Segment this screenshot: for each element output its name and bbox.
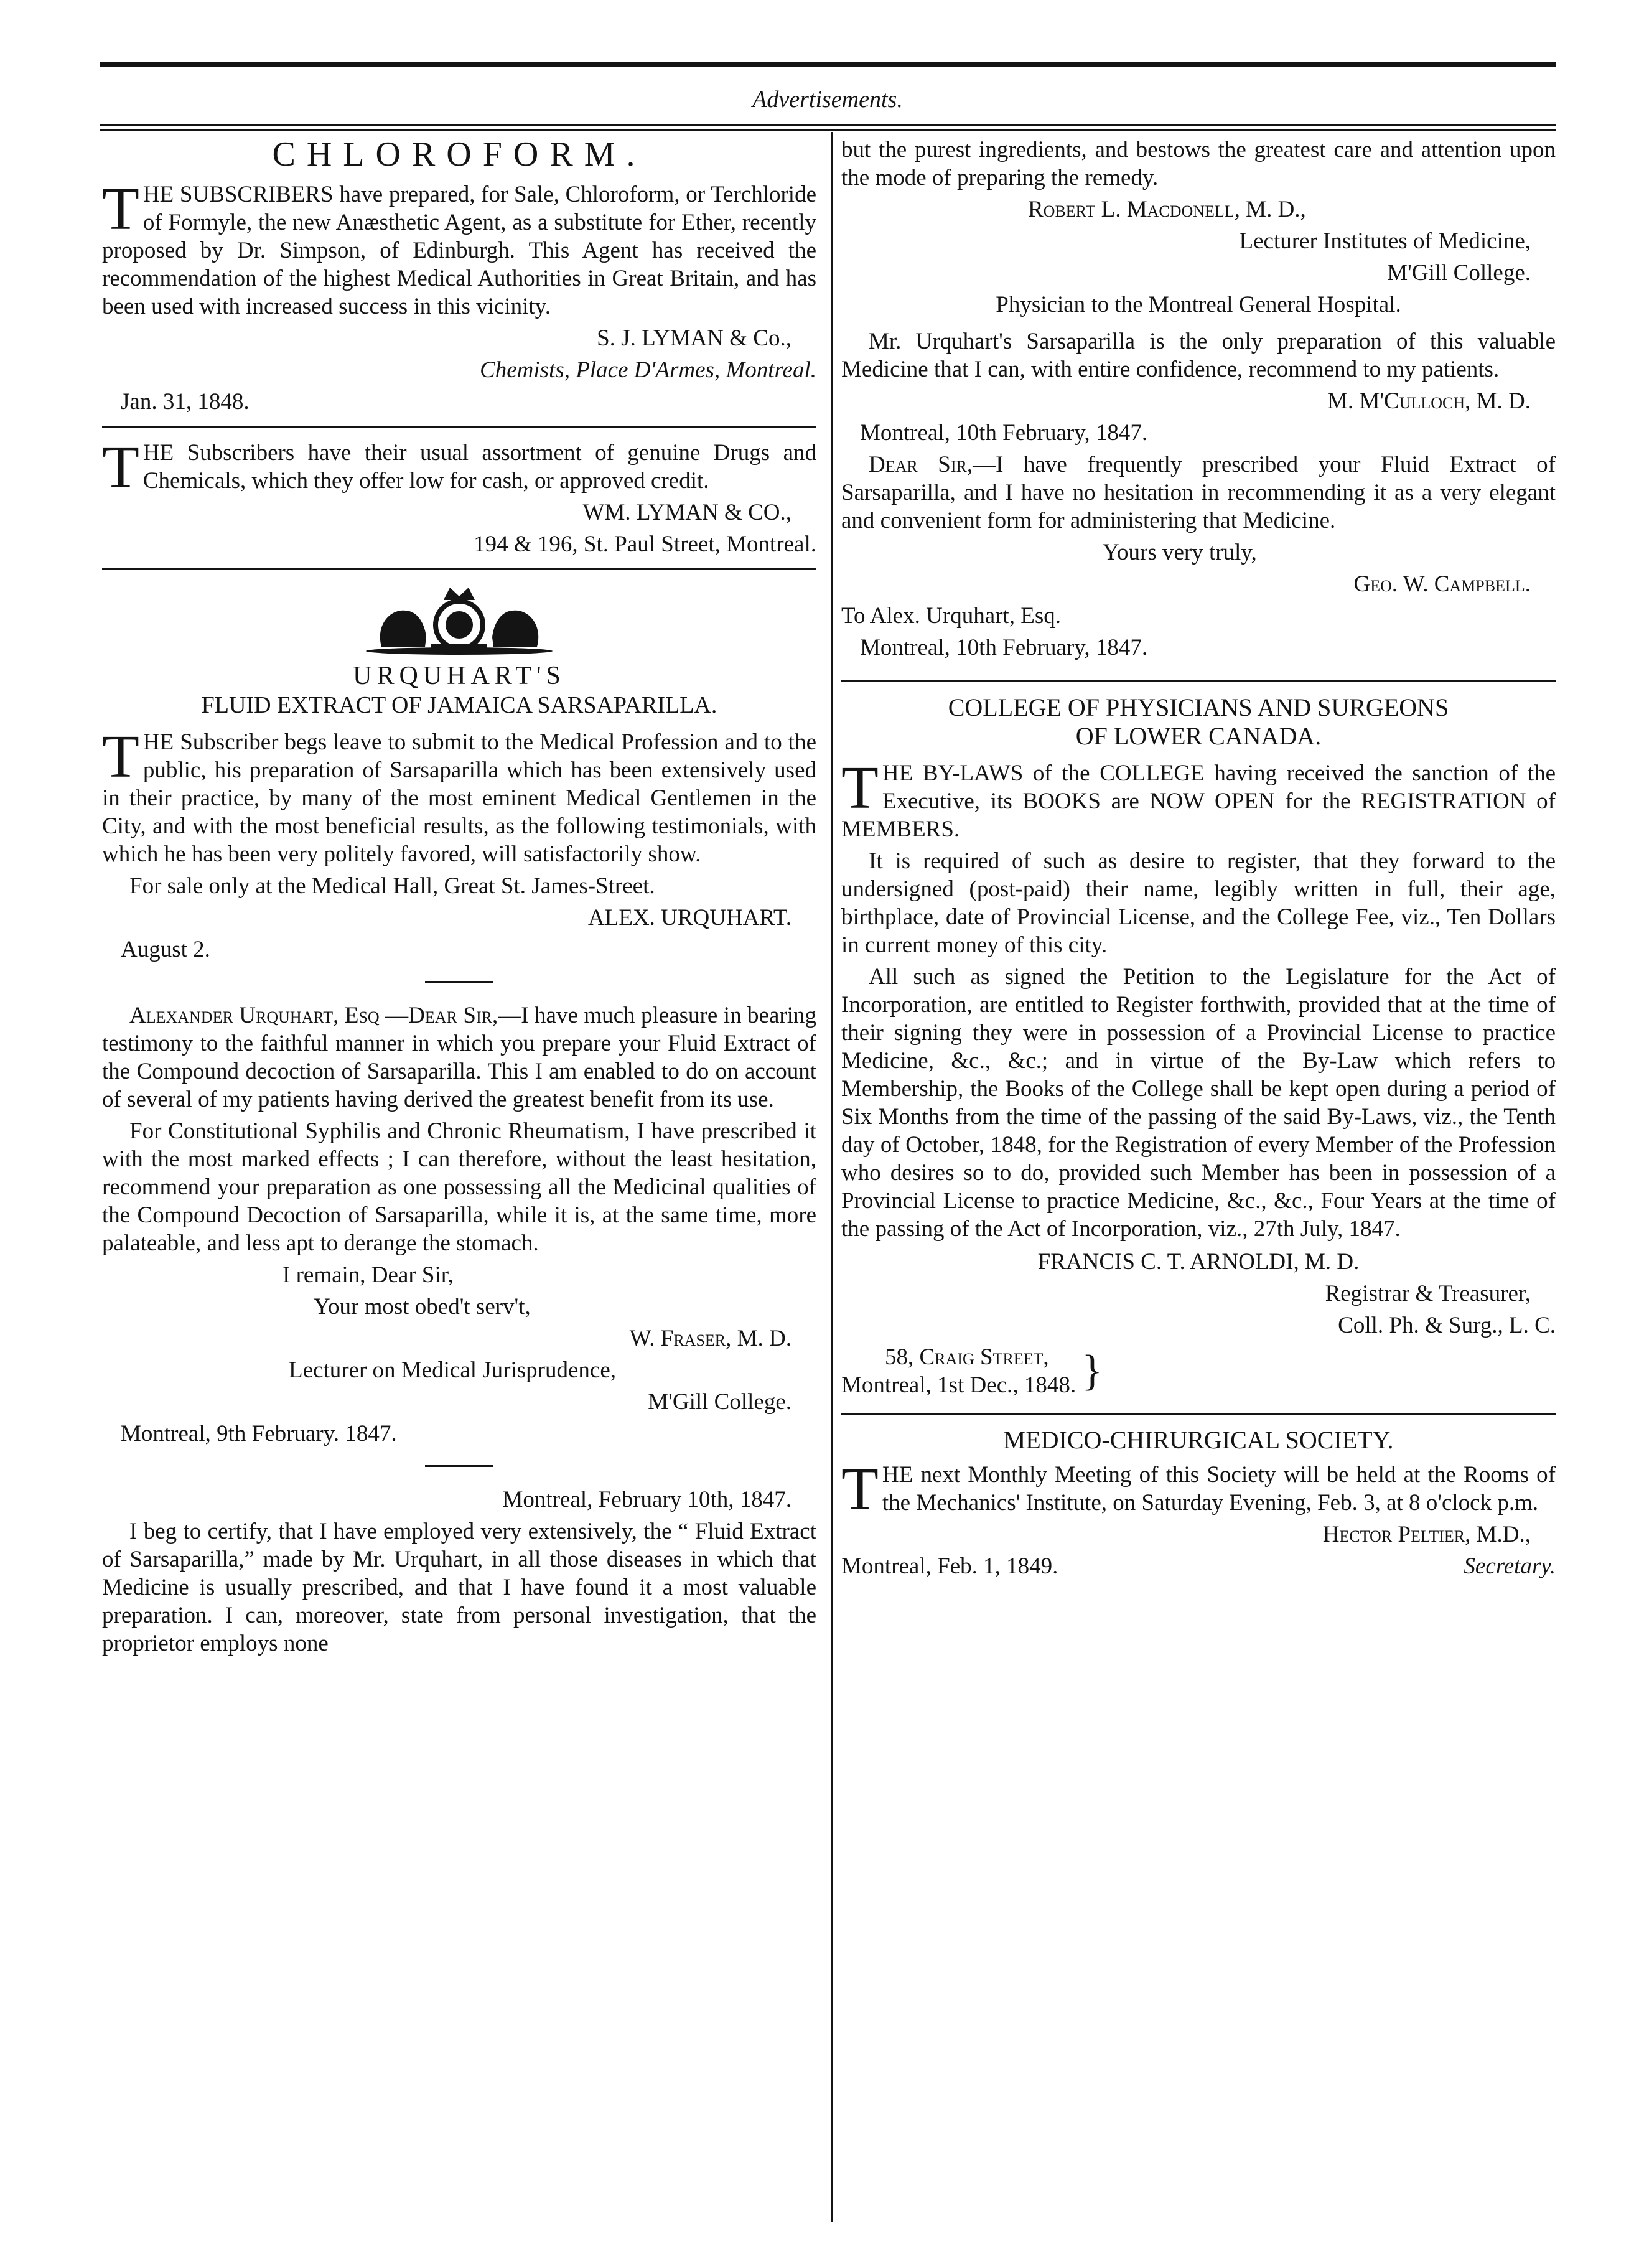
address-line-1: 58, Craig Street,: [885, 1344, 1049, 1370]
medico-title: MEDICO-CHIRURGICAL SOCIETY.: [1003, 1426, 1394, 1454]
arnoldi-title-2: Coll. Ph. & Surg., L. C.: [1338, 1313, 1556, 1338]
college-title-1: COLLEGE OF PHYSICIANS AND SURGEONS: [948, 693, 1449, 721]
continued-text: but the purest ingredients, and bestows the greatest care and attention upon the mode of preparing the remedy.: [841, 137, 1556, 190]
address-line-2: Montreal, 1st Dec., 1848.: [841, 1372, 1076, 1398]
macdonell-title-2: M'Gill College.: [1387, 260, 1531, 286]
drugs-body: HE Subscribers have their usual assortment of genuine Drugs and Chemicals, which they offer low for cash, or approved credit.: [142, 440, 816, 494]
college-title-2: OF LOWER CANADA.: [1075, 722, 1322, 750]
macdonell-signature: Robert L. Macdonell, M. D.,: [1028, 197, 1306, 222]
dropcap: T: [841, 754, 879, 822]
urquhart-ad: [102, 581, 816, 1657]
chloroform-title: CHLOROFORM.: [272, 135, 647, 174]
campbell-closing: Yours very truly,: [1103, 540, 1257, 565]
letter-closing-2: Your most obed't serv't,: [314, 1294, 531, 1319]
medico-body: HE next Monthly Meeting of this Society will be held at the Rooms of the Mechanics' Institute, on Saturday Evening, Feb. 3, at 8 o'clock p.m.: [882, 1462, 1556, 1516]
header-rule: [100, 124, 1556, 131]
fraser-date: Montreal, 9th February. 1847.: [121, 1421, 397, 1446]
college-body-3: All such as signed the Petition to the Legislature for the Act of Incorporation, are entitled to Register forthwith, provided that at the time of their signing they were in possession of a Provincial License to practice Medicine, &c., &c.; and in virtue of the By-Law which refers to Membership, the Books of the College shall be kept open during a period of Six Months from the time of the passing of the said By-Laws, viz., the Tenth day of October, 1848, for the Registration of every Member of the Profession who desires so to do, provided such Member has been in possession of a Provincial License to practice Medicine, &c., &c., Four Years at the time of the passing of the Act of Incorporation, viz., 27th July, 1847.: [841, 964, 1556, 1242]
right-column: [841, 136, 1556, 1580]
campbell-to: To Alex. Urquhart, Esq.: [841, 603, 1061, 629]
dropcap: T: [841, 1456, 879, 1523]
campbell-date: Montreal, 10th February, 1847.: [860, 635, 1148, 660]
college-body-1: HE BY-LAWS of the COLLEGE having received the sanction of the Executive, its BOOKS are NOW OPEN for the REGISTRATION of MEMBERS.: [841, 761, 1556, 842]
short-divider: [425, 981, 493, 983]
macdonell-title-1: Lecturer Institutes of Medicine,: [1239, 228, 1531, 254]
ad-divider: [841, 680, 1556, 682]
drugs-signer: WM. LYMAN & CO.,: [582, 500, 791, 525]
urquhart-body: HE Subscriber begs leave to submit to the Medical Profession and to the public, his preparation of Sarsaparilla which has been extensively used in their practice, by many of the most eminent Medical Gentlemen in the City, and with the most beneficial results, as the following testimonials, with which he has been very politely favored, will satisfactorily show.: [102, 729, 816, 867]
drugs-signer-place: 194 & 196, St. Paul Street, Montreal.: [474, 532, 816, 557]
letter2-date: Montreal, February 10th, 1847.: [502, 1487, 791, 1512]
chloroform-ad: [102, 136, 816, 416]
arnoldi-title-1: Registrar & Treasurer,: [1325, 1281, 1531, 1306]
drugs-ad: [102, 434, 816, 558]
campbell-body: —I have frequently prescribed your Fluid Extract of Sarsaparilla, and I have no hesitation in recommending it as a very elegant and convenient form for administering that Medicine.: [841, 452, 1556, 533]
campbell-signature: Geo. W. Campbell.: [1353, 571, 1531, 597]
page-header: Advertisements.: [752, 87, 903, 113]
arnoldi-signature: FRANCIS C. T. ARNOLDI, M. D.: [1037, 1249, 1360, 1275]
ad-divider: [841, 1413, 1556, 1415]
chloroform-signer-place: Chemists, Place D'Armes, Montreal.: [480, 357, 816, 383]
urquhart-sale: For sale only at the Medical Hall, Great St. James-Street.: [129, 873, 655, 899]
letter-closing-1: I remain, Dear Sir,: [283, 1262, 454, 1288]
urquhart-date: August 2.: [121, 937, 210, 962]
newspaper-page: [100, 56, 1556, 2222]
fraser-title-1: Lecturer on Medical Jurisprudence,: [289, 1357, 617, 1383]
medico-ad: [841, 1426, 1556, 1580]
top-rule: [100, 62, 1556, 67]
letter-body-2: For Constitutional Syphilis and Chronic Rheumatism, I have prescribed it with the most marked effects ; I can therefore, without the least hesitation, recommend your preparation as one possessing all the Medicinal qualities of the Compound Decoction of Sarsaparilla, while it is, at the same time, more palateable, and less apt to derange the stomach.: [102, 1118, 816, 1256]
mcculloch-date: Montreal, 10th February, 1847.: [860, 420, 1148, 446]
short-divider: [425, 1465, 493, 1467]
fraser-title-2: M'Gill College.: [648, 1389, 791, 1415]
urquhart-signer: ALEX. URQUHART.: [588, 905, 791, 930]
college-body-2: It is required of such as desire to register, that they forward to the undersigned (post-paid) their name, legibly written in full, their age, birthplace, date of Provincial License, and the College Fee, viz., Ten Dollars in current money of this city.: [841, 848, 1556, 958]
left-column: [102, 136, 816, 1661]
medico-role: Secretary.: [1464, 1553, 1556, 1579]
chloroform-date: Jan. 31, 1848.: [121, 389, 250, 415]
macdonell-title-3: Physician to the Montreal General Hospital.: [996, 292, 1401, 317]
brace-icon: }: [1081, 1347, 1103, 1395]
mcculloch-signature: M. M'Culloch, M. D.: [1327, 388, 1531, 414]
chloroform-signer: S. J. LYMAN & Co.,: [597, 326, 791, 351]
ad-divider: [102, 568, 816, 570]
campbell-salutation: Dear Sir,: [869, 452, 973, 477]
urquhart-title: URQUHART'S: [353, 662, 566, 690]
college-address: [841, 1343, 1556, 1399]
dropcap: T: [102, 723, 139, 790]
dropcap: T: [102, 434, 139, 501]
column-divider: [831, 132, 833, 2222]
letter-salutation: Alexander Urquhart, Esq —Dear Sir,: [129, 1003, 498, 1028]
peltier-signature: Hector Peltier, M.D.,: [1322, 1522, 1531, 1547]
medico-date: Montreal, Feb. 1, 1849.: [841, 1553, 1058, 1579]
urquhart-subtitle: FLUID EXTRACT OF JAMAICA SARSAPARILLA.: [201, 692, 717, 718]
letter-body: —I have much pleasure in bearing testimony to the faithful manner in which you prepare your Fluid Extract of the Compound decoction of Sarsaparilla. This I am enabled to do on account of several of my patients having derived the greatest benefit from its use.: [102, 1003, 816, 1112]
fraser-signature: W. Fraser, M. D.: [629, 1326, 791, 1351]
dropcap: T: [102, 176, 139, 243]
royal-coat-of-arms-icon: [357, 581, 562, 656]
chloroform-body: HE SUBSCRIBERS have prepared, for Sale, Chloroform, or Terchloride of Formyle, the new Anæsthetic Agent, as a substitute for Ether, recently proposed by Dr. Simpson, of Edinburgh. This Agent has received the recommendation of the highest Medical Authorities in Great Britain, and has been used with increased success in this vicinity.: [102, 182, 816, 319]
ad-divider: [102, 426, 816, 428]
mcculloch-body: Mr. Urquhart's Sarsaparilla is the only preparation of this valuable Medicine that I can, with entire confidence, recommend to my patients.: [841, 329, 1556, 382]
letter2-body: I beg to certify, that I have employed very extensively, the “ Fluid Extract of Sarsaparilla,” made by Mr. Urquhart, in all those diseases in which that Medicine is usually prescribed, and that I have found it a most valuable preparation. I can, moreover, state from personal investigation, that the proprietor employs none: [102, 1519, 816, 1656]
college-ad: [841, 693, 1556, 1399]
